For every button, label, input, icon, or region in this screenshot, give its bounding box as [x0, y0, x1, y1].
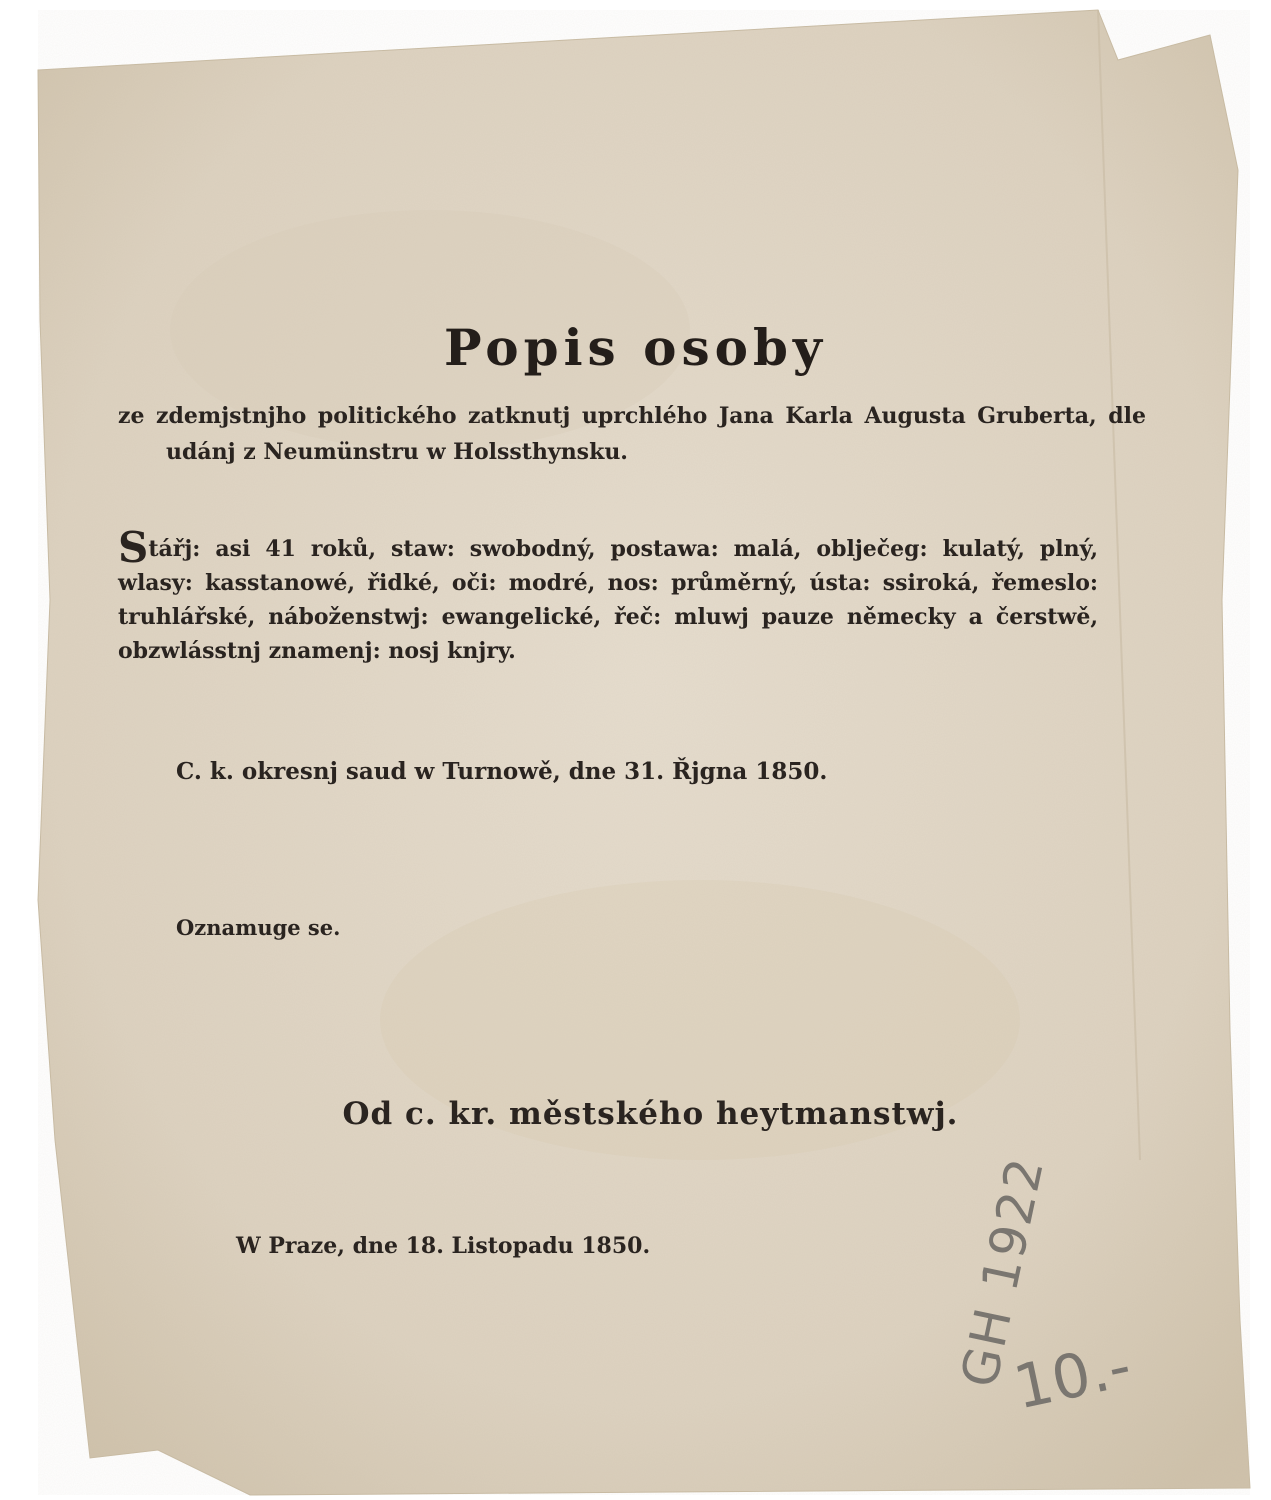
document-subtitle: ze zdemjstnjho politického zatknutj uprchlého Jana Karla Augusta Gruberta, dle udánj z Neumünstru w Holssthynsku.	[118, 403, 1146, 465]
description-text: tářj: asi 41 roků, staw: swobodný, postawa: malá, oblječeg: kulatý, plný, wlasy: kasstanowé, řidké, oči: modré, nos: průměrný, ústa: ssiroká, řemeslo: truhlářské, náboženstwj: ewangelické, řeč: mluwj pauze německy a čerstwě, obzwlásstnj znamenj: nosj knjry.	[118, 536, 1098, 664]
pencil-reference-note: GH 1922	[950, 1151, 1056, 1393]
person-description	[118, 523, 1098, 668]
pencil-price-note: 10.-	[1008, 1330, 1138, 1424]
place-date: W Praze, dne 18. Listopadu 1850.	[236, 1233, 651, 1259]
issuing-office: Od c. kr. městského heytmanstwj.	[342, 1096, 959, 1132]
court-line: C. k. okresnj saud w Turnowě, dne 31. Řjgna 1850.	[176, 758, 828, 785]
paper-texture	[38, 10, 1250, 1495]
announcement: Oznamuge se.	[176, 915, 341, 940]
description-dropcap: S	[118, 523, 149, 572]
document-title: Popis osoby	[444, 318, 827, 377]
